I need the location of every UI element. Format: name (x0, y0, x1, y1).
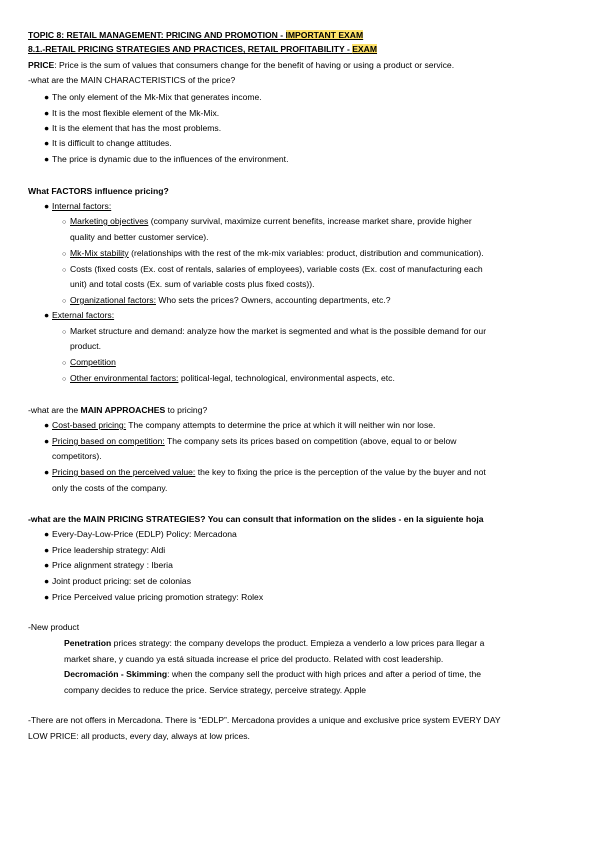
new-product-heading: -New product (28, 622, 80, 632)
list-item: ● Every-Day-Low-Price (EDLP) Policy: Mercadona (44, 529, 237, 539)
list-item: ● Price leadership strategy: Aldi (44, 545, 166, 555)
list-item: ● Price Perceived value pricing promotion strategy: Rolex (44, 592, 264, 602)
penetration-strategy: Penetration prices strategy: the company develops the product. Empieza a venderlo a low prices para llegar a (64, 638, 485, 648)
factors-question: What FACTORS influence pricing? (28, 186, 169, 196)
list-item: ● Pricing based on the perceived value: the key to fixing the price is the perception of the value by the buyer and not (44, 467, 486, 477)
list-item: ● Price alignment strategy : Iberia (44, 560, 173, 570)
approaches-question: -what are the MAIN APPROACHES to pricing? (28, 405, 208, 415)
list-item-continuation: unit) and total costs (Ex. sum of variable costs plus fixed costs)). (70, 279, 315, 289)
paragraph-continuation: market share, y cuando ya está situada increase el price del producto. Related with cost leadership. (64, 654, 444, 664)
list-item: ● Internal factors: (44, 201, 112, 211)
list-item-continuation: competitors). (52, 451, 102, 461)
list-item: ○ Competition (62, 357, 116, 367)
list-item: ○ Marketing objectives (company survival, maximize current benefits, increase market share, provide higher (62, 216, 472, 226)
strategies-question: -what are the MAIN PRICING STRATEGIES? You can consult that information on the slides - en la siguiente hoja (28, 514, 484, 524)
paragraph-continuation: LOW PRICE: all products, every day, always at low prices. (28, 731, 250, 741)
list-item: ○ Market structure and demand: analyze how the market is segmented and what is the possible demand for our (62, 326, 487, 336)
list-item: ● External factors: (44, 310, 115, 320)
list-item: ● Joint product pricing: set de colonias (44, 576, 192, 586)
list-item: ● The price is dynamic due to the influences of the environment. (44, 154, 289, 164)
list-item: ● It is the most flexible element of the Mk-Mix. (44, 108, 220, 118)
topic-heading: TOPIC 8: RETAIL MANAGEMENT: PRICING AND PROMOTION - IMPORTANT EXAM (28, 30, 364, 40)
mercadona-note: -There are not offers in Mercadona. There is “EDLP”. Mercadona provides a unique and exclusive price system EVERY DAY (28, 715, 501, 725)
section-heading: 8.1.-RETAIL PRICING STRATEGIES AND PRACTICES, RETAIL PROFITABILITY - EXAM (28, 44, 378, 54)
list-item: ○ Costs (fixed costs (Ex. cost of rentals, salaries of employees), variable costs (Ex. cost of manufacturing each (62, 264, 483, 274)
price-definition: PRICE: Price is the sum of values that consumers change for the benefit of having or using a product or service. (28, 60, 455, 70)
list-item: ● It is the element that has the most problems. (44, 123, 222, 133)
list-item: ● The only element of the Mk-Mix that generates income. (44, 92, 262, 102)
list-item: ● It is difficult to change attitudes. (44, 138, 172, 148)
list-item: ● Pricing based on competition: The company sets its prices based on competition (above, equal to or below (44, 436, 457, 446)
list-item: ○ Mk-Mix stability (relationships with the rest of the mk-mix variables: product, distribution and communication). (62, 248, 484, 258)
list-item: ○ Organizational factors: Who sets the prices? Owners, accounting departments, etc.? (62, 295, 391, 305)
list-item-continuation: quality and better customer service). (70, 232, 209, 242)
skimming-strategy: Decromación - Skimming: when the company sell the product with high prices and after a period of time, the (64, 669, 482, 679)
list-item: ○ Other environmental factors: political-legal, technological, environmental aspects, etc. (62, 373, 395, 383)
list-item: ● Cost-based pricing: The company attempts to determine the price at which it will neither win nor lose. (44, 420, 436, 430)
characteristics-question: -what are the MAIN CHARACTERISTICS of the price? (28, 75, 236, 85)
list-item-continuation: product. (70, 341, 102, 351)
list-item-continuation: only the costs of the company. (52, 483, 168, 493)
paragraph-continuation: company decides to reduce the price. Service strategy, perceive strategy. Apple (64, 685, 367, 695)
